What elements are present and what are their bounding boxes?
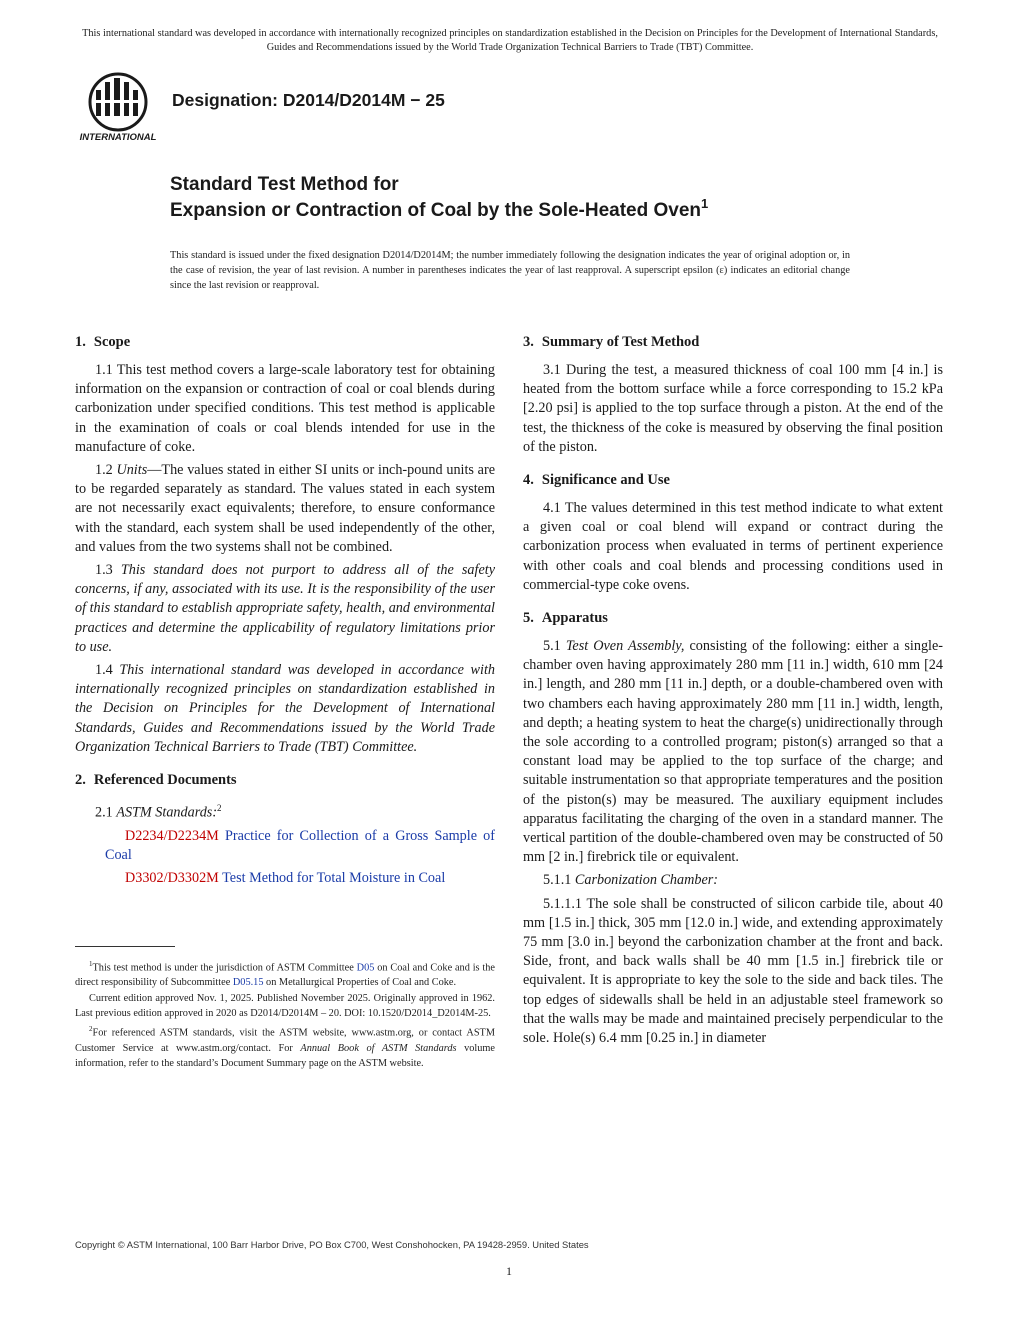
para-number: 2.1 xyxy=(95,804,113,821)
annual-book-title: Annual Book of ASTM Standards xyxy=(300,1042,457,1054)
section-title: Referenced Documents xyxy=(93,772,237,789)
section-heading xyxy=(75,771,495,790)
paragraph-1-1: 1.1 This test method covers a large-scale laboratory test for obtaining information on the expansion or contraction of coal or coal blends during carbonization under specified conditions. This test method is applicable in the examination of coals or coal blends intended for use in the manufacture of coke. xyxy=(75,362,495,455)
title-line-1: Standard Test Method for xyxy=(170,174,399,195)
para-number: 5.1.1 xyxy=(543,872,572,889)
paragraph-5-1-1-1: 5.1.1.1 The sole shall be constructed of silicon carbide tile, about 40 mm [1.5 in.] thick, 305 mm [12.0 in.] wide, and extending approximately 75 mm [3.0 in.] beyond the carbonization chamber at the front and back. Side, front, and back walls shall be 40 mm [1.5 in.] firebrick tile or equivalent. It is appropriate to key the sole to the side and back tiles. The top edges of sidewalls shall be held in an adjustable steel framework so that the walls may be made and maintained precisely perpendicular to the sole. Hole(s) 6.4 mm [0.25 in.] in diameter xyxy=(523,895,943,1047)
units-label: Units xyxy=(116,462,148,479)
footnote-mark: 1 xyxy=(89,960,93,968)
section-title: Apparatus xyxy=(541,610,608,627)
paragraph-1-2 xyxy=(75,461,495,557)
astm-logo xyxy=(72,72,164,144)
reference-code-link[interactable]: D2234/D2234M xyxy=(125,828,219,844)
international-standard-notice: This international standard was developed in accordance with internationally recognized principles on standardization established in the Decision on Principles for the Development of International Standards, Guides and Recommendations issued by the World Trade Organization Technical Barriers to Trade (TBT) Committee. xyxy=(82,28,938,53)
para-number: 1.3 xyxy=(95,562,113,579)
test-oven-text: consisting of the following: either a single-chamber oven having approximately 280 mm [11 in.] width, 610 mm [24 in.] length, and 280 mm [11 in.] depth, or a double-chambered oven with two chambers each having approximately 280 mm [11 in.] width, length, and depth; a heating system to heat the charge(s) unidirectionally through the sole according to a controlled program; piston(s) arranged so that a constant load may be applied to the top surface of the charge; and suitable instrumentation so that appropriate temperatures and the position of the piston(s) may be measured. The auxiliary equipment includes apparatus facilitating the charging of the oven in a standard manner. The vertical partition of the double-chambered oven may be constructed of 50 mm [2 in.] firebrick tile or equivalent. xyxy=(523,638,943,866)
logo-text: INTERNATIONAL xyxy=(79,132,157,143)
reference-item[interactable] xyxy=(75,827,495,865)
issued-note: This standard is issued under the fixed designation D2014/D2014M; the number immediately following the designation indicates the year of original adoption or, in the case of revision, the year of last revision. A number in parentheses indicates the year of last reapproval. A superscript epsilon (ε) indicates an editorial change since the last revision or reapproval. xyxy=(170,250,850,291)
paragraph-3-1: 3.1 During the test, a measured thickness of coal 100 mm [4 in.] is heated from the bottom surface while a force corresponding to 15.2 kPa [2.20 psi] is applied to the top surface through a piston. At the end of the test, the thickness of the coke is measured by observing the final position of the piston. xyxy=(523,362,943,455)
right-column xyxy=(523,333,943,1062)
section-number: 5. xyxy=(523,610,534,627)
reference-code-link[interactable]: D3302/D3302M xyxy=(125,870,219,887)
safety-text: This standard does not purport to address all of the safety concerns, if any, associated with its use. It is the responsibility of the user of this standard to establish appropriate safety, health, and environmental practices and determine the applicability of regulatory limitations prior to use. xyxy=(75,562,495,655)
reference-title-link[interactable]: Practice for Collection of a Gross Sample of Coal xyxy=(105,828,495,864)
section-title: Significance and Use xyxy=(541,472,670,489)
footnote-text: This test method is under the jurisdiction of ASTM Committee xyxy=(92,962,357,974)
section-scope xyxy=(75,333,495,757)
para-number: 5.1 xyxy=(543,638,561,655)
footnote-divider xyxy=(75,946,175,947)
reference-title-link[interactable]: Test Method for Total Moisture in Coal xyxy=(222,870,446,887)
section-referenced-documents xyxy=(75,771,495,889)
section-heading xyxy=(523,333,943,352)
paragraph-5-1-1 xyxy=(523,871,943,890)
footnotes xyxy=(75,957,495,1072)
footnote-text: on Metallurgical Properties of Coal and Coke. xyxy=(263,977,457,989)
paragraph-4-1: 4.1 The values determined in this test method indicate to what extent a given coal or coal blend will expand or contract during the carbonization process when evaluated in terms of pertinent experience with other coals and coal blends and processing conditions used in commercial-type coke ovens. xyxy=(523,500,943,593)
para-number: 1.4 xyxy=(95,662,113,679)
section-title: Scope xyxy=(93,334,131,350)
footnote-edition: Current edition approved Nov. 1, 2025. Published November 2025. Originally approved in 1962. Last previous edition approved in 2020 as D2014/D2014M – 20. DOI: 10.1520/D2014_D2014M-25. xyxy=(75,993,495,1020)
section-heading xyxy=(75,333,495,352)
paragraph-5-1 xyxy=(523,637,943,867)
section-heading xyxy=(523,471,943,490)
footnote-mark: 2 xyxy=(217,803,222,814)
paragraph-1-4 xyxy=(75,661,495,757)
section-number: 1. xyxy=(75,334,86,350)
committee-link[interactable]: D05 xyxy=(356,962,375,974)
para-number: 1.2 xyxy=(95,462,113,479)
title-footnote-mark: 1 xyxy=(701,196,709,211)
astm-standards-label xyxy=(75,799,495,823)
section-significance xyxy=(523,471,943,595)
reference-item[interactable] xyxy=(75,869,495,888)
label-text: ASTM Standards: xyxy=(116,804,218,821)
paragraph-1-3 xyxy=(75,561,495,657)
section-summary xyxy=(523,333,943,457)
intl-standard-text: This international standard was developed in accordance with internationally recognized principles on standardization established in the Decision on Principles for the Development of International Standards, Guides and Recommendations issued by the World Trade Organization Technical Barriers to Trade (TBT) Committee. xyxy=(75,662,495,755)
copyright-notice: Copyright © ASTM International, 100 Barr Harbor Drive, PO Box C700, West Conshohocken, PA 19428-2959. United States xyxy=(75,1239,589,1250)
left-column xyxy=(75,333,495,903)
section-title: Summary of Test Method xyxy=(541,334,700,350)
title-line-2 xyxy=(170,196,709,222)
page-number: 1 xyxy=(506,1264,512,1278)
footnote-2 xyxy=(75,1022,495,1070)
designation: Designation: D2014/D2014M − 25 xyxy=(172,90,445,110)
section-number: 2. xyxy=(75,772,86,789)
footnote-text: on Coal and Coke and is the direct responsibility of Subcommittee xyxy=(75,962,495,989)
footnote-text: For referenced ASTM standards, visit the ASTM website, www.astm.org, or contact ASTM Customer Service at www.astm.org/contact. For xyxy=(75,1027,495,1054)
section-apparatus xyxy=(523,609,943,1048)
footnote-mark: 2 xyxy=(89,1025,93,1034)
footnote-text: volume information, refer to the standard’s Document Summary page on the ASTM website. xyxy=(75,1042,495,1069)
section-heading xyxy=(523,609,943,628)
section-number: 3. xyxy=(523,334,534,350)
astm-logo-icon xyxy=(72,72,164,144)
test-oven-label: Test Oven Assembly, xyxy=(565,638,685,655)
units-text: —The values stated in either SI units or inch-pound units are to be regarded separately as standard. The values stated in each system are not necessarily exact equivalents; therefore, to ensure conformance with the standard, each system shall be used independently of the other, and values from the two systems shall not be combined. xyxy=(75,462,495,555)
section-number: 4. xyxy=(523,472,534,489)
carbonization-chamber-label: Carbonization Chamber: xyxy=(574,872,718,889)
title-text: Expansion or Contraction of Coal by the Sole-Heated Oven xyxy=(170,200,702,221)
footnote-1 xyxy=(75,957,495,990)
subcommittee-link[interactable]: D05.15 xyxy=(232,977,264,989)
